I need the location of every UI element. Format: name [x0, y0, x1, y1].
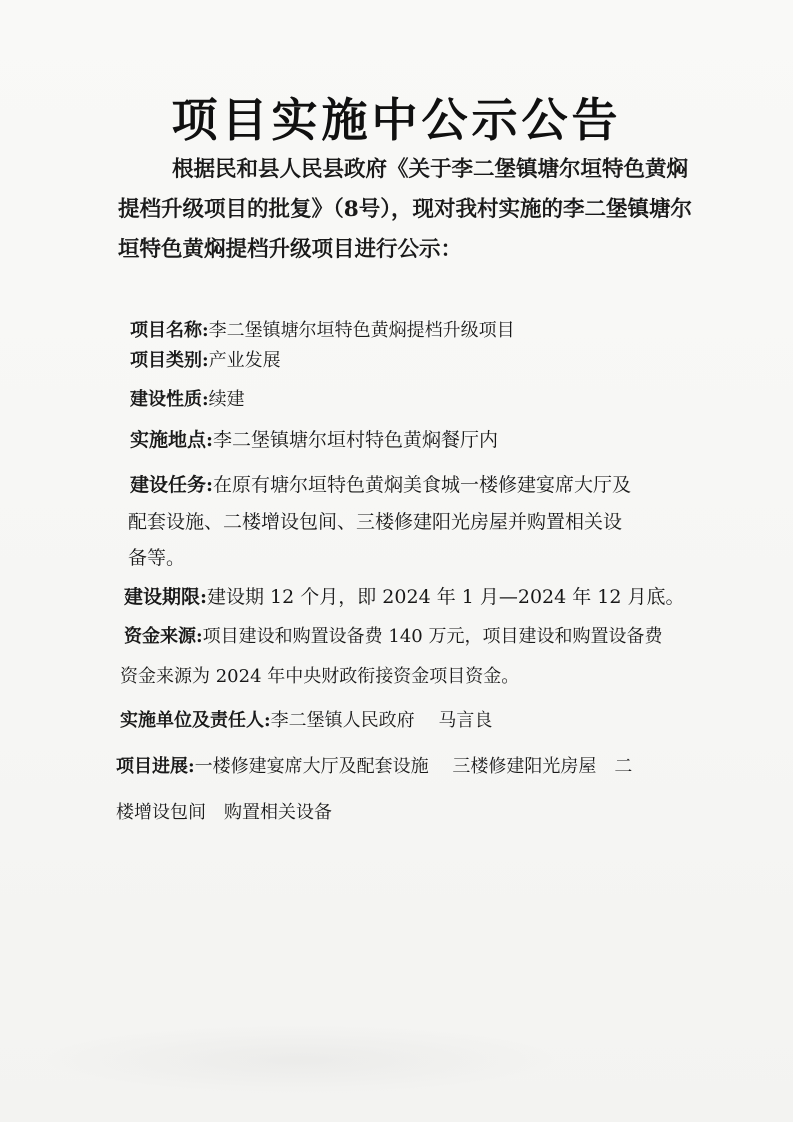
scan-smudge: [40, 1025, 560, 1095]
field-project-name: [130, 316, 515, 342]
field-label: 项目名称:: [130, 320, 209, 341]
field-task: [130, 470, 631, 497]
field-progress-line2: 楼增设包间 购置相关设备: [116, 802, 332, 823]
field-label: 项目进展:: [116, 756, 195, 777]
field-period: [124, 582, 685, 609]
field-location: [130, 425, 498, 452]
field-value-line1: 在原有塘尔垣特色黄焖美食城一楼修建宴席大厅及: [213, 474, 632, 496]
field-task-line2: 配套设施、二楼增设包间、三楼修建阳光房屋并购置相关设: [128, 511, 623, 533]
field-label: 建设性质:: [130, 389, 209, 410]
field-funding: [124, 622, 662, 648]
field-value: 李二堡镇人民政府 马言良: [270, 710, 493, 731]
field-value: 建设期 12 个月，即 2024 年 1 月—2024 年 12 月底。: [207, 586, 685, 608]
field-label: 资金来源:: [124, 626, 203, 647]
field-label: 实施单位及责任人:: [120, 710, 271, 731]
field-task-line3: 备等。: [128, 547, 186, 569]
field-value: 产业发展: [208, 350, 281, 371]
field-funding-line2: 资金来源为 2024 年中央财政衔接资金项目资金。: [120, 666, 520, 687]
field-label: 实施地点:: [130, 429, 214, 451]
field-label: 建设任务:: [130, 474, 214, 496]
field-value: 李二堡镇塘尔垣村特色黄焖餐厅内: [213, 429, 499, 451]
field-value-line1: 一楼修建宴席大厅及配套设施 三楼修建阳光房屋 二: [194, 756, 633, 777]
field-value: 续建: [208, 389, 245, 410]
field-value-line1: 项目建设和购置设备费 140 万元，项目建设和购置设备费: [202, 626, 663, 647]
field-value: 李二堡镇塘尔垣特色黄焖提档升级项目: [208, 320, 515, 341]
field-responsible: [120, 706, 492, 732]
field-label: 项目类别:: [130, 350, 209, 371]
page-title: 项目实施中公示公告: [171, 93, 622, 147]
field-project-category: [130, 346, 281, 372]
field-progress: [116, 752, 632, 778]
intro-paragraph: 根据民和县人民县政府《关于李二堡镇塘尔垣特色黄焖提档升级项目的批复》（8号），现对我村实施的李二堡镇塘尔垣特色黄焖提档升级项目进行公示：: [118, 157, 692, 262]
field-construction-nature: [130, 385, 245, 411]
field-label: 建设期限:: [124, 586, 208, 608]
